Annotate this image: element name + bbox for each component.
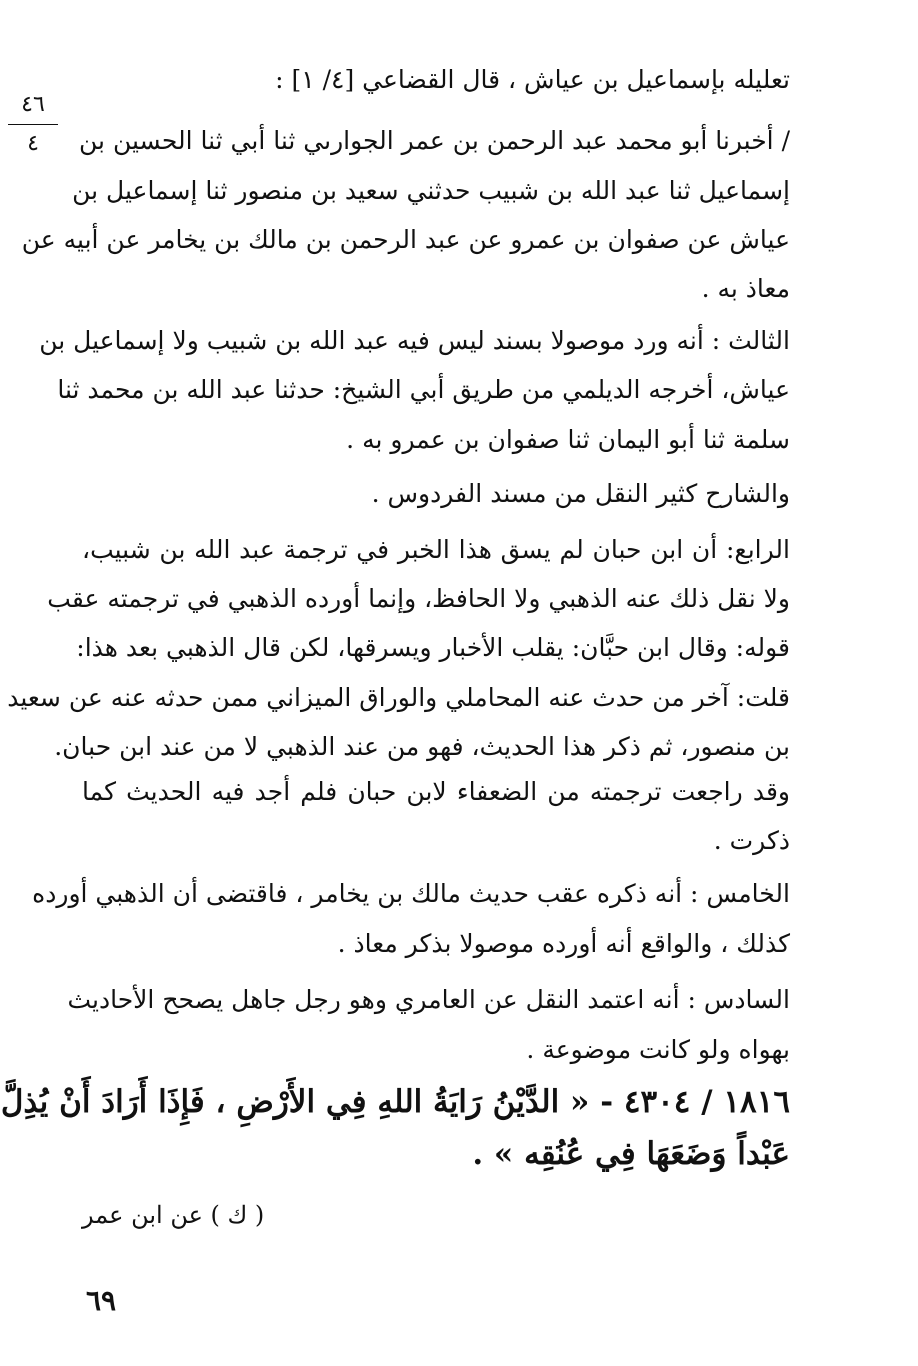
margin-marker-bottom: ٤ xyxy=(27,131,39,156)
text-line: تعليله بإسماعيل بن عياش ، قال القضاعي [٤/ ١] : xyxy=(275,65,790,94)
text-line: عياش، أخرجه الديلمي من طريق أبي الشيخ: حدثنا عبد الله بن محمد ثنا xyxy=(57,375,790,404)
text-line: ولا نقل ذلك عنه الذهبي ولا الحافظ، وإنما أورده الذهبي في ترجمته عقب xyxy=(47,584,790,613)
hadith-source: ( ك ) عن ابن عمر xyxy=(82,1201,265,1229)
text-line: والشارح كثير النقل من مسند الفردوس . xyxy=(371,479,790,508)
text-line: عياش عن صفوان بن عمرو عن عبد الرحمن بن مالك بن يخامر عن أبيه عن xyxy=(21,225,790,254)
text-line: قوله: وقال ابن حبَّان: يقلب الأخبار ويسرقها، لكن قال الذهبي بعد هذا: xyxy=(76,633,790,662)
hadith-line: ١٨١٦ / ٤٣٠٤ - « الدَّيْنُ رَايَةُ اللهِ فِي الأَرْضِ ، فَإِذَا أَرَادَ أَنْ يُذِلَّ xyxy=(0,1084,790,1120)
text-line: ذكرت . xyxy=(713,826,790,855)
text-line: إسماعيل ثنا عبد الله بن شبيب حدثني سعيد بن منصور ثنا إسماعيل بن xyxy=(72,176,790,205)
text-line: معاذ به . xyxy=(701,274,790,303)
text-line: الرابع: أن ابن حبان لم يسق هذا الخبر في ترجمة عبد الله بن شبيب، xyxy=(82,535,790,564)
hadith-line: عَبْداً وَضَعَهَا فِي عُنُقِه » . xyxy=(472,1136,790,1172)
margin-page-marker xyxy=(8,92,58,157)
margin-marker-top: ٤٦ xyxy=(21,92,45,117)
text-line: بن منصور، ثم ذكر هذا الحديث، فهو من عند الذهبي لا من عند ابن حبان. xyxy=(54,732,790,761)
text-line: / أخبرنا أبو محمد عبد الرحمن بن عمر الجوارىي ثنا أبي ثنا الحسين بن xyxy=(79,126,790,155)
margin-marker-rule xyxy=(8,124,58,125)
page-number: ٦٩ xyxy=(86,1284,117,1317)
text-line: سلمة ثنا أبو اليمان ثنا صفوان بن عمرو به . xyxy=(346,425,790,454)
text-line: السادس : أنه اعتمد النقل عن العامري وهو رجل جاهل يصحح الأحاديث xyxy=(67,985,790,1014)
text-line: الخامس : أنه ذكره عقب حديث مالك بن يخامر ، فاقتضى أن الذهبي أورده xyxy=(32,879,790,908)
text-line: بهواه ولو كانت موضوعة . xyxy=(526,1035,790,1064)
text-line: وقد راجعت ترجمته من الضعفاء لابن حبان فلم أجد فيه الحديث كما xyxy=(82,777,790,806)
text-line: كذلك ، والواقع أنه أورده موصولا بذكر معاذ . xyxy=(337,929,790,958)
text-line: قلت: آخر من حدث عنه المحاملي والوراق الميزاني ممن حدثه عنه عن سعيد xyxy=(7,683,790,712)
text-line: الثالث : أنه ورد موصولا بسند ليس فيه عبد الله بن شبيب ولا إسماعيل بن xyxy=(39,326,790,355)
